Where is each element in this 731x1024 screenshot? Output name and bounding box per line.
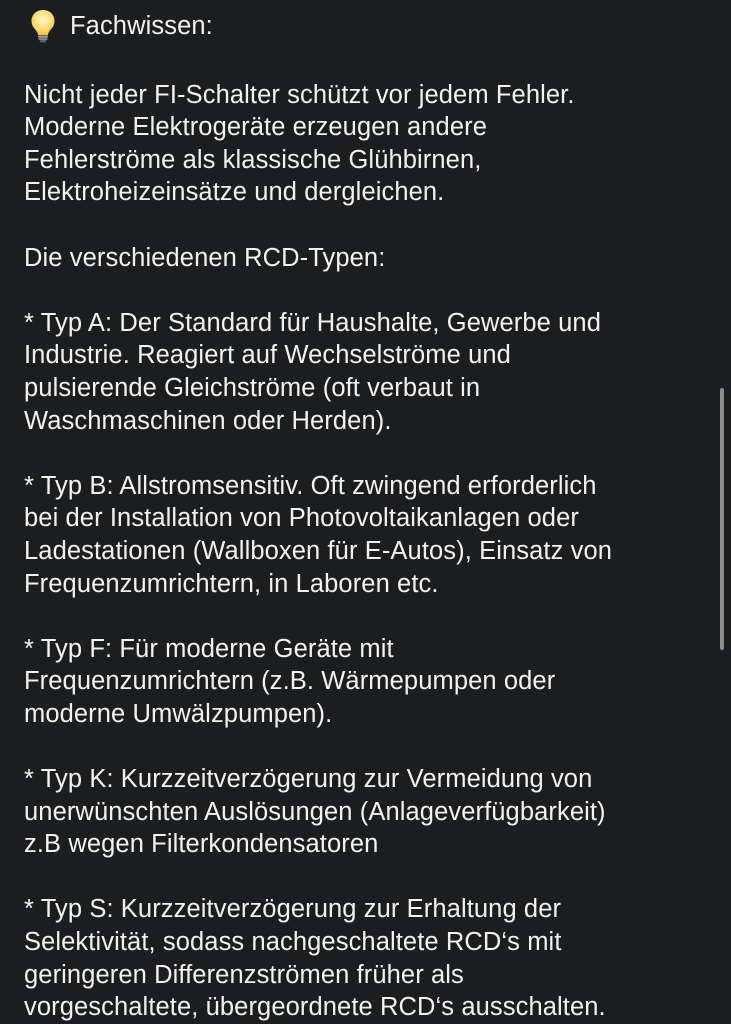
message-content bbox=[24, 6, 714, 1024]
scrollbar-thumb[interactable] bbox=[720, 388, 724, 650]
lightbulb-icon bbox=[30, 9, 56, 43]
rcd-types-heading: Die verschiedenen RCD-Typen: bbox=[24, 243, 386, 272]
spacer bbox=[24, 861, 714, 894]
intro-paragraph: Nicht jeder FI-Schalter schützt vor jedem Fehler. Moderne Elektrogeräte erzeugen andere Fehlerströme als klassische Glühbirnen, Elektroheizeinsätze und dergleichen. bbox=[24, 80, 575, 207]
spacer bbox=[24, 600, 714, 633]
type-a-paragraph: * Typ A: Der Standard für Haushalte, Gewerbe und Industrie. Reagiert auf Wechselströme und pulsierende Gleichströme (oft verbaut in Waschmaschinen oder Herden). bbox=[24, 308, 601, 435]
type-s-paragraph: * Typ S: Kurzzeitverzögerung zur Erhaltung der Selektivität, sodass nachgeschaltete RCD‘s mit geringeren Differenzströmen früher als vorgeschaltete, übergeordnete RCD‘s ausschalten. bbox=[24, 895, 606, 1022]
type-f-paragraph: * Typ F: Für moderne Geräte mit Frequenzumrichtern (z.B. Wärmepumpen oder moderne Umwälzpumpen). bbox=[24, 634, 556, 728]
spacer bbox=[24, 730, 714, 763]
type-k-paragraph: * Typ K: Kurzzeitverzögerung zur Vermeidung von unerwünschten Auslösungen (Anlageverfügbarkeit) z.B wegen Filterkondensatoren bbox=[24, 765, 606, 859]
heading bbox=[30, 6, 714, 46]
type-b-paragraph: * Typ B: Allstromsensitiv. Oft zwingend erforderlich bei der Installation von Photovoltaikanlagen oder Ladestationen (Wallboxen für E-Autos), Einsatz von Frequenzumrichtern, in Laboren etc. bbox=[24, 471, 613, 598]
spacer bbox=[24, 46, 714, 79]
heading-title: Fachwissen: bbox=[70, 11, 213, 40]
spacer bbox=[24, 437, 714, 470]
spacer bbox=[24, 274, 714, 307]
spacer bbox=[24, 209, 714, 242]
